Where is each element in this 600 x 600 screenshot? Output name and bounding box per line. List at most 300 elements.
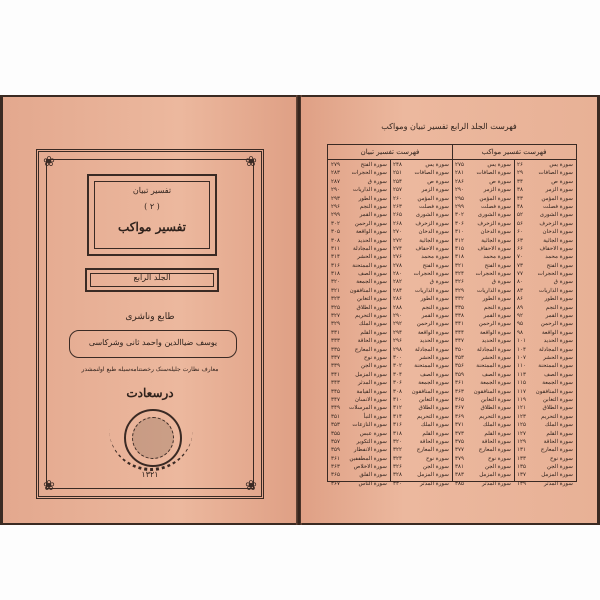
page-number: ۳۳۷ (331, 354, 341, 361)
surah-name: سورة الرحمن (540, 321, 573, 328)
index-row (517, 169, 573, 177)
page-number: ۲۶۳ (393, 203, 403, 210)
surah-name: سورة عبس (359, 430, 387, 437)
permission-note: معارف نظارت جلیله‌سنک رخصتنامه‌سیله طبع اولنمشدر (81, 366, 219, 373)
surah-name: سورة الحجرات (413, 271, 449, 278)
index-row (393, 220, 449, 228)
center-divider (452, 145, 453, 481)
index-row (393, 371, 449, 379)
surah-name: سورة الشورى (539, 212, 573, 219)
surah-name: سورة المجادلة (539, 346, 573, 353)
index-row (455, 337, 511, 345)
index-row (455, 379, 511, 387)
page-number: ۱۳۳ (517, 455, 527, 462)
page-number: ۱۳۷ (517, 472, 527, 479)
surah-name: سورة القمر (359, 212, 387, 219)
surah-name: سورة الفتح (422, 262, 449, 269)
surah-name: سورة الطور (482, 296, 511, 303)
index-row (455, 270, 511, 278)
surah-name: سورة الحاقة (419, 438, 449, 445)
page-number: ۲۶۰ (393, 195, 403, 202)
index-row (331, 371, 387, 379)
surah-name: سورة الطور (358, 195, 387, 202)
surah-name: سورة النازعات (352, 422, 387, 429)
surah-name: سورة الجاثية (543, 237, 573, 244)
surah-name: سورة الناس (358, 480, 387, 487)
page-number: ۳۱۱ (331, 245, 341, 252)
index-row (331, 337, 387, 345)
index-row (331, 220, 387, 228)
index-row (331, 396, 387, 404)
surah-name: سورة الصف (420, 371, 449, 378)
index-row (455, 446, 511, 454)
surah-name: سورة التغابن (356, 296, 387, 303)
index-row (517, 270, 573, 278)
surah-name: سورة الجمعة (418, 380, 449, 387)
surah-name: سورة الرحمن (478, 321, 511, 328)
surah-name: سورة الجن (546, 464, 573, 471)
index-row (393, 262, 449, 270)
index-row (517, 430, 573, 438)
index-row (455, 203, 511, 211)
page-number: ۳۳۲ (455, 296, 465, 303)
page-number: ۳۲۴ (393, 455, 403, 462)
index-row (517, 203, 573, 211)
page-number: ۳۱۸ (455, 254, 465, 261)
page-number: ۵۶ (517, 220, 524, 227)
page-number: ۹۸ (517, 329, 524, 336)
page-number: ۱۱۳ (517, 371, 527, 378)
surah-name: سورة يس (487, 162, 511, 168)
surah-name: سورة الحشر (419, 354, 449, 361)
page-number: ۱۱۷ (517, 388, 527, 395)
index-row (455, 413, 511, 421)
page-number: ۳۱۰ (455, 229, 465, 236)
page-number: ۳۲۶ (393, 464, 403, 471)
page-number: ۳۴۴ (455, 329, 465, 336)
index-row (455, 362, 511, 370)
index-row (455, 287, 511, 295)
index-row (517, 295, 573, 303)
page-number: ۷۷ (517, 271, 524, 278)
surah-name: سورة ق (491, 279, 511, 286)
surah-name: سورة المنافقون (411, 388, 449, 395)
page-number: ۳۵۹ (455, 371, 465, 378)
page-number: ۲۹۴ (393, 329, 403, 336)
index-row (455, 396, 511, 404)
surah-name: سورة النبأ (363, 413, 387, 420)
index-row (517, 220, 573, 228)
surah-name: سورة الممتحنة (414, 363, 449, 370)
surah-name: سورة فصلت (543, 203, 573, 210)
page-number: ۳۸۵ (455, 480, 465, 487)
index-row (331, 287, 387, 295)
surah-name: سورة الحديد (481, 338, 511, 345)
page-number: ۲۵۷ (393, 187, 403, 194)
index-row (517, 362, 573, 370)
page-number: ۱۱۰ (517, 363, 527, 370)
surah-name: سورة التحريم (417, 413, 449, 420)
index-row (517, 337, 573, 345)
index-row (331, 480, 387, 488)
page-number: ۶۶ (517, 245, 524, 252)
surah-name: سورة الجن (484, 464, 511, 471)
index-row (331, 278, 387, 286)
surah-name: سورة الدخان (542, 229, 573, 236)
surah-name: سورة المزمل (417, 472, 449, 479)
surah-name: سورة الزخرف (539, 220, 573, 227)
page-number: ۲۹ (517, 170, 524, 177)
page-number: ۲۸۰ (393, 271, 403, 278)
surah-name: سورة ق (367, 178, 387, 185)
index-row (331, 169, 387, 177)
page-number: ۳۳۵ (455, 304, 465, 311)
page-number: ۳۰۶ (455, 220, 465, 227)
index-row (455, 253, 511, 261)
surah-name: سورة ق (429, 279, 449, 286)
page-number: ۱۳۹ (517, 480, 527, 487)
surah-name: سورة الفتح (360, 162, 387, 168)
page-number: ۳۶۷ (331, 480, 341, 487)
page-number: ۳۸ (517, 187, 524, 194)
index-row (517, 245, 573, 253)
surah-name: سورة الحديد (543, 338, 573, 345)
index-row (517, 262, 573, 270)
right-table-header: فهرست تفسیر مواکب (452, 145, 576, 160)
page-number: ۳۵۳ (455, 354, 465, 361)
surah-name: سورة الاخلاص (353, 464, 387, 471)
page-number: ۲۸۷ (331, 178, 341, 185)
page-number: ۲۸۶ (455, 178, 465, 185)
page-number: ۳۱۵ (455, 245, 465, 252)
page-number: ۳۸۱ (455, 464, 465, 471)
corner-ornament-icon: ❀ (43, 478, 55, 494)
index-row (455, 228, 511, 236)
page-number: ۳۱۶ (393, 422, 403, 429)
index-row (331, 203, 387, 211)
surah-name: سورة الجاثية (419, 237, 449, 244)
surah-name: سورة المجادلة (415, 346, 449, 353)
surah-name: سورة الملك (358, 321, 387, 328)
index-row (331, 413, 387, 421)
surah-name: سورة الصف (358, 271, 387, 278)
index-row (517, 186, 573, 194)
index-row (331, 178, 387, 186)
index-row (393, 278, 449, 286)
index-row (517, 312, 573, 320)
page-number: ۱۱۹ (517, 396, 527, 403)
index-row (517, 379, 573, 387)
surah-name: سورة الممتحنة (538, 363, 573, 370)
page-number: ۳۰۵ (331, 229, 341, 236)
surah-name: سورة الحشر (357, 254, 387, 261)
index-row (517, 455, 573, 463)
surah-name: سورة الواقعة (479, 329, 511, 336)
page-number: ۳۱۴ (331, 254, 341, 261)
page-number: ۳۸۳ (455, 472, 465, 479)
page-number: ۸۶ (517, 296, 524, 303)
page-number: ۳۷۱ (455, 422, 465, 429)
surah-name: سورة الرحمن (354, 220, 387, 227)
page-number: ۳۶۵ (331, 472, 341, 479)
surah-name: سورة الشورى (415, 212, 449, 219)
page-number: ۲۷۸ (393, 262, 403, 269)
page-number: ۲۹۵ (455, 195, 465, 202)
index-row (455, 354, 511, 362)
page-number: ۲۵۴ (393, 178, 403, 185)
index-row (517, 463, 573, 471)
surah-name: سورة النجم (359, 203, 387, 210)
page-number: ۳۷۹ (455, 455, 465, 462)
city-name: درسعادت (126, 386, 174, 400)
surah-name: سورة المعارج (354, 346, 387, 353)
surah-name: سورة الواقعة (355, 229, 387, 236)
page-number: ۱۲۵ (517, 422, 527, 429)
surah-name: سورة ص (551, 178, 573, 185)
index-row (393, 245, 449, 253)
page-number: ۲۹۰ (393, 313, 403, 320)
surah-name: سورة المدثر (357, 380, 387, 387)
surah-name: سورة الجن (360, 363, 387, 370)
index-row (517, 237, 573, 245)
page-number: ۲۷۹ (331, 162, 341, 168)
page-number: ۳۲۲ (393, 447, 403, 454)
surah-name: سورة نوح (425, 455, 449, 462)
page-number: ۳۲۶ (455, 279, 465, 286)
index-row (393, 346, 449, 354)
index-row (517, 195, 573, 203)
surah-name: سورة الواقعة (541, 329, 573, 336)
page-number: ۳۳۳ (331, 338, 341, 345)
index-row (455, 295, 511, 303)
page-number: ۲۶ (517, 162, 524, 168)
title-cartouche (87, 174, 217, 256)
page-number: ۲۹۳ (331, 195, 341, 202)
corner-ornament-icon: ❀ (245, 154, 257, 170)
page-number: ۳۰۸ (393, 388, 403, 395)
surah-name: سورة الانفطار (353, 447, 387, 454)
page-number: ۳۰۸ (331, 237, 341, 244)
surah-name: سورة القمر (545, 313, 573, 320)
index-row (331, 211, 387, 219)
index-row (393, 295, 449, 303)
surah-name: سورة الدخان (418, 229, 449, 236)
surah-name: سورة المعارج (416, 447, 449, 454)
index-row (331, 237, 387, 245)
surah-name: سورة الزمر (483, 187, 511, 194)
index-col-2 (393, 161, 449, 488)
surah-name: سورة الاحقاف (415, 245, 449, 252)
page-number: ۸۳ (517, 287, 524, 294)
surah-name: سورة الحشر (481, 354, 511, 361)
index-row (393, 253, 449, 261)
surah-name: سورة الفتح (546, 262, 573, 269)
column-divider (390, 159, 391, 481)
page-number: ۳۲۴ (455, 271, 465, 278)
index-row (331, 186, 387, 194)
page-number: ۱۰۷ (517, 354, 527, 361)
surah-name: سورة ص (489, 178, 511, 185)
index-row (517, 354, 573, 362)
page-number: ۲۹۸ (393, 346, 403, 353)
surah-name: سورة الصافات (476, 170, 511, 177)
title-page (3, 97, 297, 523)
page-number: ۳۴۵ (331, 388, 341, 395)
page-number: ۱۰۱ (517, 338, 527, 345)
page-number: ۳۱۲ (455, 237, 465, 244)
surah-name: سورة نوح (487, 455, 511, 462)
surah-name: سورة المجادلة (353, 245, 387, 252)
page-number: ۳۷۳ (455, 430, 465, 437)
index-row (455, 471, 511, 479)
index-row (455, 329, 511, 337)
page-number: ۲۸۱ (455, 170, 465, 177)
index-row (393, 446, 449, 454)
page-number: ۲۹۰ (455, 187, 465, 194)
surah-name: سورة القيامة (356, 388, 387, 395)
index-row (331, 463, 387, 471)
surah-name: سورة الاحقاف (539, 245, 573, 252)
surah-name: سورة الحاقة (543, 438, 573, 445)
surah-name: سورة الطلاق (356, 304, 387, 311)
page-number: ۳۲۰ (331, 279, 341, 286)
index-row (393, 211, 449, 219)
page-number: ۳۴۱ (455, 321, 465, 328)
surah-name: سورة المؤمن (541, 195, 573, 202)
index-row (455, 161, 511, 169)
index-row (393, 455, 449, 463)
index-row (455, 430, 511, 438)
surah-name: سورة محمد (545, 254, 573, 261)
index-row (393, 388, 449, 396)
page-number: ۳۰۴ (393, 371, 403, 378)
surah-name: سورة الصف (482, 371, 511, 378)
index-row (393, 329, 449, 337)
surah-name: سورة المعارج (478, 447, 511, 454)
surah-name: سورة فصلت (481, 203, 511, 210)
surah-name: سورة التغابن (542, 396, 573, 403)
index-row (517, 161, 573, 169)
surah-name: سورة يس (549, 162, 573, 168)
ottoman-seal-icon (124, 409, 182, 467)
page-number: ۲۹۹ (455, 203, 465, 210)
page-number: ۳۴ (517, 178, 524, 185)
index-row (331, 446, 387, 454)
surah-name: سورة الممتحنة (476, 363, 511, 370)
surah-name: سورة القمر (421, 313, 449, 320)
surah-name: سورة التحريم (355, 313, 387, 320)
page-number: ۲۷۶ (393, 254, 403, 261)
ornamental-frame (36, 149, 264, 499)
page-number: ۳۰۰ (393, 354, 403, 361)
page-number: ۳۱۸ (331, 271, 341, 278)
page-number: ۳۲۸ (393, 472, 403, 479)
index-row (517, 304, 573, 312)
surah-name: سورة الحشر (543, 354, 573, 361)
surah-name: سورة الزمر (545, 187, 573, 194)
index-row (331, 471, 387, 479)
page-number: ۲۸۶ (393, 296, 403, 303)
page-number: ۳۶۵ (455, 396, 465, 403)
index-row (517, 388, 573, 396)
page-number: ۳۶۱ (455, 380, 465, 387)
page-number: ۸۹ (517, 304, 524, 311)
page-number: ۳۲۳ (331, 296, 341, 303)
page-number: ۳۴۷ (455, 338, 465, 345)
index-row (393, 463, 449, 471)
surah-name: سورة الطور (544, 296, 573, 303)
index-row (455, 186, 511, 194)
index-row (455, 455, 511, 463)
surah-name: سورة النجم (483, 304, 511, 311)
index-page (301, 97, 597, 523)
surah-name: سورة المجادلة (477, 346, 511, 353)
page-number: ۳۳۵ (331, 346, 341, 353)
index-row (393, 354, 449, 362)
index-row (517, 287, 573, 295)
left-table-header: فهرست تفسیر تبیان (328, 145, 452, 160)
page-number: ۳۵۱ (331, 413, 341, 420)
page-number: ۳۵۵ (331, 430, 341, 437)
page-number: ۹۲ (517, 313, 524, 320)
index-col-3 (455, 161, 511, 488)
page-number: ۲۷۲ (393, 237, 403, 244)
index-row (393, 228, 449, 236)
page-number: ۳۱۸ (393, 430, 403, 437)
page-number: ۲۸۴ (393, 287, 403, 294)
index-row (331, 430, 387, 438)
surah-name: سورة محمد (483, 254, 511, 261)
index-row (393, 413, 449, 421)
index-row (331, 362, 387, 370)
index-row (393, 480, 449, 488)
page-number: ۲۸۸ (393, 304, 403, 311)
surah-name: سورة يس (425, 162, 449, 168)
index-row (331, 329, 387, 337)
page-number: ۳۲۵ (331, 304, 341, 311)
publisher-scroll (69, 330, 237, 358)
page-number: ۳۱۴ (393, 413, 403, 420)
surah-name: سورة الحجرات (351, 170, 387, 177)
page-number: ۳۳۱ (331, 329, 341, 336)
page-number: ۲۹۶ (331, 203, 341, 210)
index-row (393, 169, 449, 177)
surah-name: سورة القلم (422, 430, 449, 437)
page-number: ۱۲۷ (517, 430, 527, 437)
index-row (455, 278, 511, 286)
index-row (455, 304, 511, 312)
publisher-label: طابع وناشری (125, 312, 175, 322)
index-row (455, 371, 511, 379)
page-number: ۳۲۱ (331, 287, 341, 294)
index-row (393, 237, 449, 245)
surah-name: سورة المدثر (481, 480, 511, 487)
page-number: ۳۳۰ (393, 480, 403, 487)
index-row (455, 178, 511, 186)
index-row (331, 270, 387, 278)
page-number: ۳۰۲ (393, 363, 403, 370)
index-row (517, 320, 573, 328)
surah-name: سورة الدخان (480, 229, 511, 236)
index-row (393, 430, 449, 438)
index-row (517, 471, 573, 479)
index-row (331, 346, 387, 354)
index-row (331, 320, 387, 328)
surah-name: سورة الطلاق (542, 405, 573, 412)
surah-name: سورة التغابن (418, 396, 449, 403)
index-row (455, 169, 511, 177)
page-number: ۳۲۰ (393, 438, 403, 445)
